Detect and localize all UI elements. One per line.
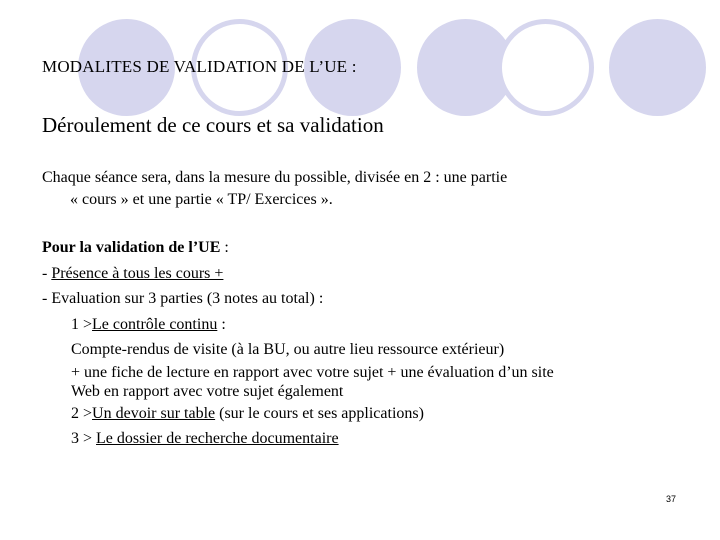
slide-subtitle: Déroulement de ce cours et sa validation bbox=[42, 113, 384, 137]
decorative-circle-filled bbox=[609, 19, 706, 116]
part-suffix: : bbox=[217, 315, 226, 333]
evaluation-part bbox=[42, 401, 702, 427]
slide-title: MODALITES DE VALIDATION DE L’UE : bbox=[42, 57, 357, 76]
validation-item: - Evaluation sur 3 parties (3 notes au total) : bbox=[42, 290, 324, 307]
part-title: Le dossier de recherche documentaire bbox=[96, 430, 339, 447]
part-description: Web en rapport avec votre sujet également bbox=[71, 382, 344, 400]
part-prefix: 2 > bbox=[71, 404, 93, 422]
validation-item bbox=[42, 261, 702, 287]
intro-line: Chaque séance sera, dans la mesure du possible, divisée en 2 : une partie bbox=[42, 169, 508, 186]
attendance-item: Présence à tous les cours + bbox=[51, 264, 224, 282]
validation-section bbox=[42, 235, 702, 452]
decorative-circle-ring bbox=[497, 19, 594, 116]
validation-heading-text: Pour la validation de l’UE bbox=[42, 239, 221, 256]
evaluation-part bbox=[42, 426, 702, 452]
part-title: Le contrôle continu bbox=[92, 315, 218, 333]
part-prefix: 3 > bbox=[71, 430, 97, 447]
part-title: Un devoir sur table bbox=[92, 404, 216, 422]
validation-heading bbox=[42, 235, 702, 261]
intro-line: « cours » et une partie « TP/ Exercices ». bbox=[70, 191, 333, 208]
part-prefix: 1 > bbox=[71, 315, 93, 333]
validation-heading-colon: : bbox=[220, 239, 229, 256]
item-prefix: - bbox=[42, 264, 52, 282]
page-number: 37 bbox=[665, 494, 676, 504]
part-suffix: (sur le cours et ses applications) bbox=[215, 404, 424, 422]
intro-paragraph bbox=[42, 167, 662, 211]
evaluation-part bbox=[42, 312, 702, 338]
part-description: + une fiche de lecture en rapport avec votre sujet + une évaluation d’un site bbox=[71, 363, 554, 381]
part-description: Compte-rendus de visite (à la BU, ou autre lieu ressource extérieur) bbox=[71, 341, 505, 358]
